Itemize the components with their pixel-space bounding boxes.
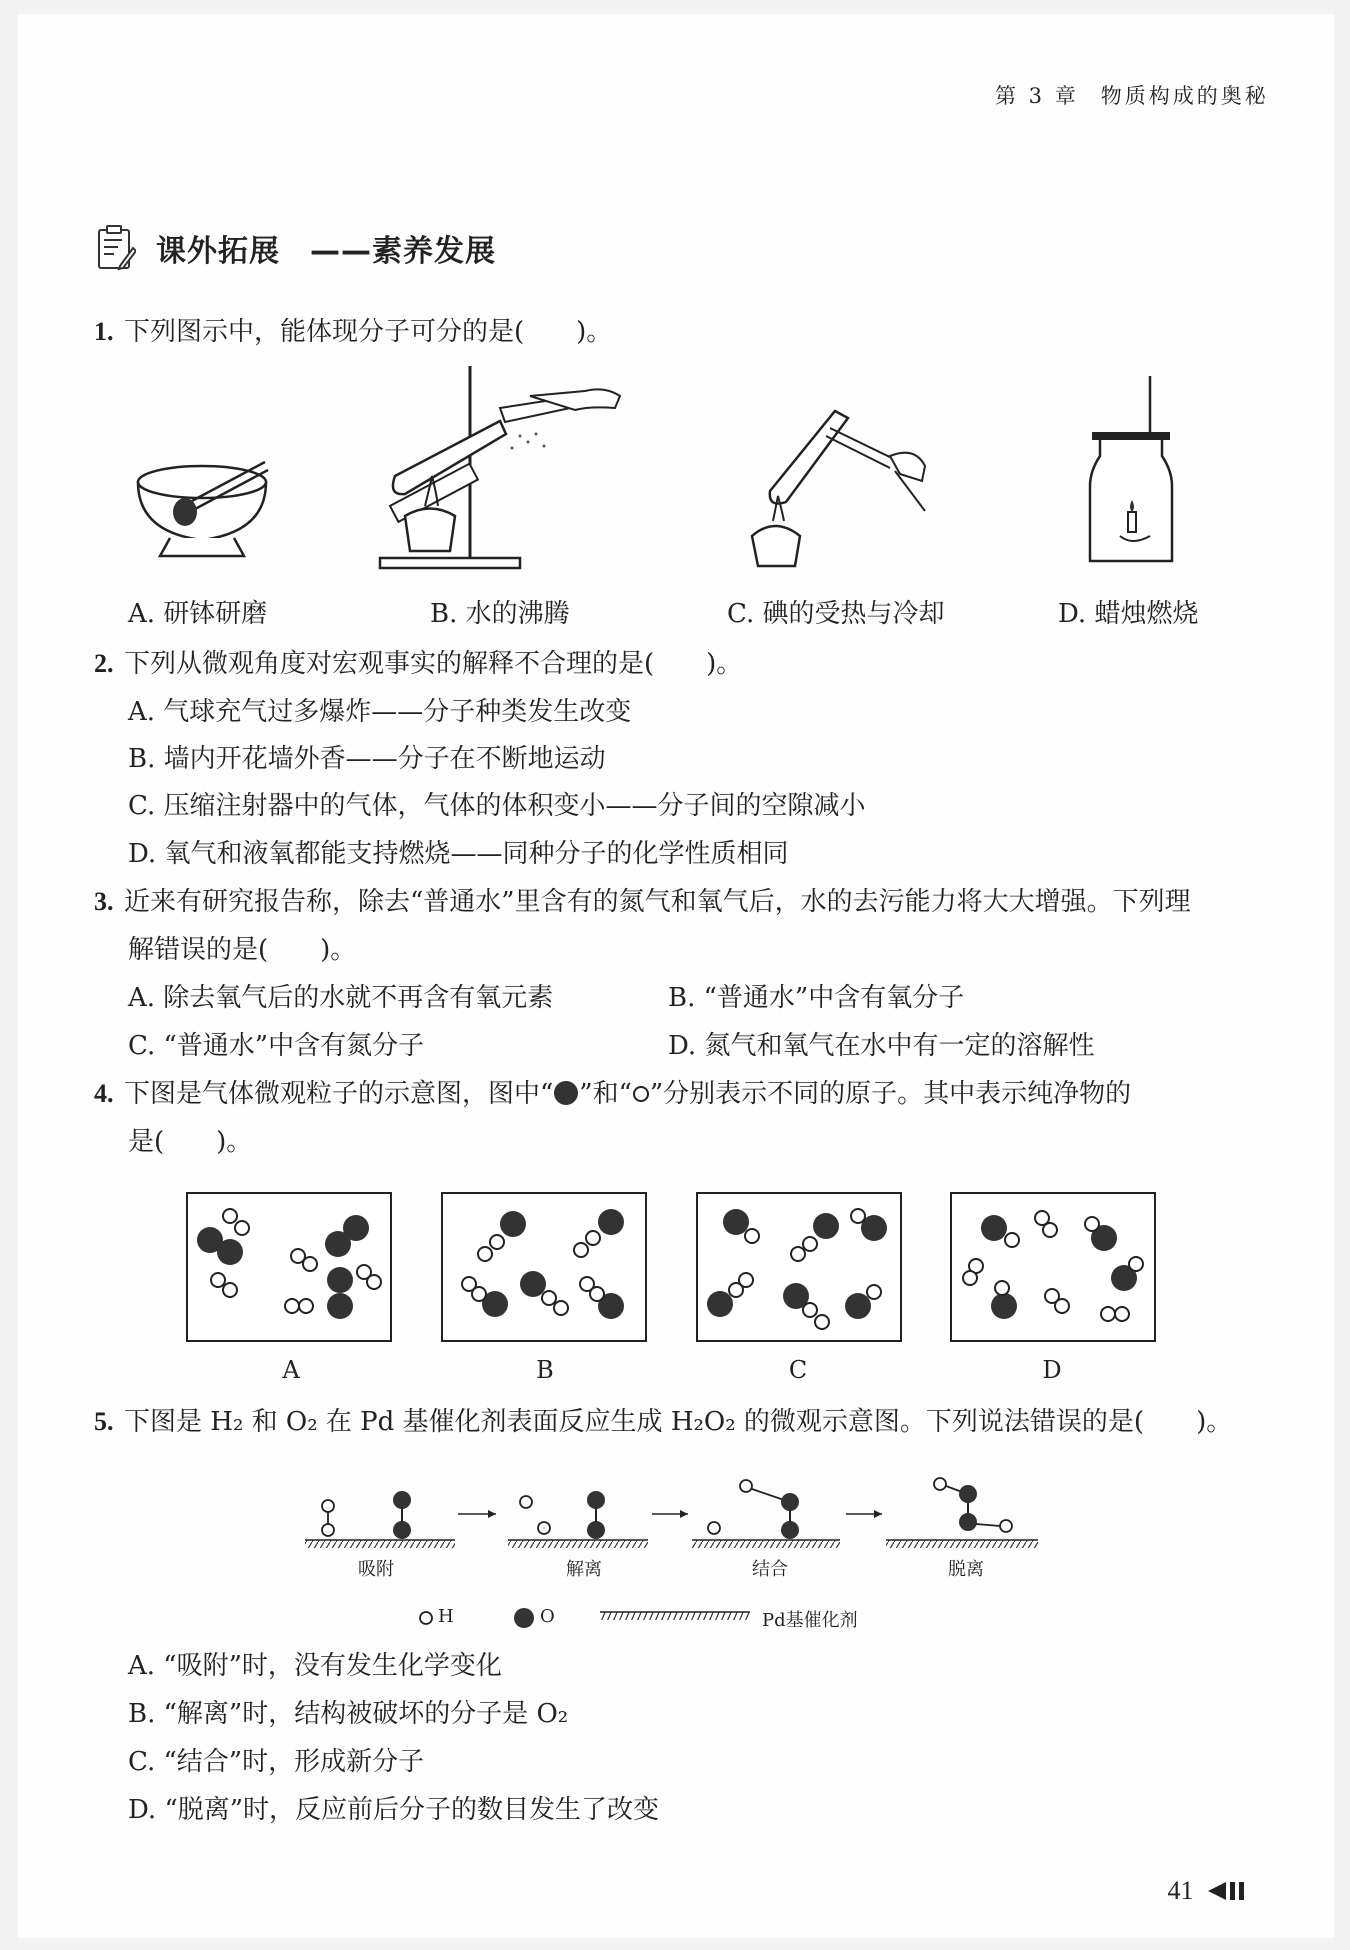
q2-option-b: B. 墙内开花墙外香——分子在不断地运动	[128, 744, 606, 774]
step-label-adsorption: 吸附	[358, 1559, 394, 1580]
candle-jar-illustration	[1088, 376, 1178, 571]
step-label-combination: 结合	[752, 1559, 788, 1580]
question-1	[94, 316, 612, 348]
question-stem: 下图是 H₂ 和 O₂ 在 Pd 基催化剂表面反应生成 H₂O₂ 的微观示意图。下列说法错误的是( )。	[124, 1407, 1233, 1437]
q3-option-a: A. 除去氧气后的水就不再含有氧元素	[128, 983, 554, 1013]
particle-label-a: A	[282, 1356, 300, 1384]
q5-option-b: B. “解离”时，结构被破坏的分子是 O₂	[128, 1699, 569, 1729]
legend-o: O	[540, 1606, 555, 1627]
running-header	[995, 80, 1269, 110]
question-2	[94, 648, 742, 680]
q1-option-a: A. 研钵研磨	[128, 599, 268, 629]
particle-diagram-c	[698, 1194, 900, 1340]
question-5	[94, 1406, 1232, 1438]
q1-option-b: B. 水的沸腾	[430, 599, 570, 629]
q2-option-c: C. 压缩注射器中的气体，气体的体积变小——分子间的空隙减小	[128, 791, 866, 821]
oxygen-legend-icon	[512, 1606, 536, 1630]
question-4	[94, 1078, 1131, 1110]
q5-option-d: D. “脱离”时，反应前后分子的数目发生了改变	[128, 1795, 660, 1825]
question-number: 4.	[94, 1079, 114, 1108]
question-number: 1.	[94, 317, 114, 346]
legend-h: H	[438, 1606, 454, 1627]
clipboard-pencil-icon	[96, 224, 136, 272]
question-3-stem-line2: 解错误的是( )。	[128, 935, 357, 965]
particle-diagram-b	[443, 1194, 645, 1340]
iodine-heating-illustration	[740, 396, 940, 571]
q3-option-c: C. “普通水”中含有氮分子	[128, 1031, 425, 1061]
page-marker-icon	[1206, 1880, 1252, 1902]
q5-option-c: C. “结合”时，形成新分子	[128, 1747, 425, 1777]
q3-option-b: B. “普通水”中含有氧分子	[668, 983, 965, 1013]
mortar-pestle-illustration	[130, 452, 275, 562]
black-atom-icon	[553, 1080, 579, 1106]
q1-option-d: D. 蜡烛燃烧	[1058, 599, 1199, 629]
q5-option-a: A. “吸附”时，没有发生化学变化	[128, 1651, 502, 1681]
particle-label-b: B	[536, 1356, 554, 1384]
particle-box-c	[696, 1192, 902, 1342]
catalyst-reaction-diagram	[300, 1462, 1050, 1568]
question-number: 3.	[94, 887, 114, 916]
section-subtitle: ——素养发展	[310, 234, 496, 269]
question-stem: 下列图示中，能体现分子可分的是( )。	[124, 317, 613, 347]
particle-diagram-d	[952, 1194, 1154, 1340]
particle-box-d	[950, 1192, 1156, 1342]
question-stem-part1: 下图是气体微观粒子的示意图，图中“	[124, 1079, 554, 1109]
question-stem-line1: 近来有研究报告称，除去“普通水”里含有的氮气和氧气后，水的去污能力将大大增强。下列理	[124, 887, 1191, 917]
step-label-desorption: 脱离	[948, 1559, 984, 1580]
question-stem-part3: ”分别表示不同的原子。其中表示纯净物的	[649, 1079, 1132, 1109]
particle-label-d: D	[1042, 1356, 1062, 1384]
page-number-block	[1168, 1876, 1253, 1906]
q1-option-c: C. 碘的受热与冷却	[727, 599, 945, 629]
q2-option-d: D. 氧气和液氧都能支持燃烧——同种分子的化学性质相同	[128, 839, 789, 869]
question-number: 2.	[94, 649, 114, 678]
question-4-stem-line2: 是( )。	[128, 1127, 253, 1157]
page-number: 41	[1167, 1876, 1194, 1905]
particle-box-a	[186, 1192, 392, 1342]
hydrogen-legend-icon	[418, 1610, 434, 1626]
white-atom-icon	[632, 1085, 650, 1103]
question-stem: 下列从微观角度对宏观事实的解释不合理的是( )。	[124, 649, 743, 679]
section-title	[156, 226, 496, 270]
particle-box-b	[441, 1192, 647, 1342]
catalyst-legend-icon	[600, 1610, 750, 1624]
q3-option-d: D. 氮气和氧气在水中有一定的溶解性	[668, 1031, 1095, 1061]
q2-option-a: A. 气球充气过多爆炸——分子种类发生改变	[128, 697, 632, 727]
boiling-water-illustration	[370, 366, 625, 576]
particle-label-c: C	[788, 1356, 808, 1384]
chapter-number: 第 3 章	[995, 84, 1079, 108]
question-stem-part2: ”和“	[579, 1079, 632, 1109]
chapter-title: 物质构成的奥秘	[1100, 84, 1269, 108]
question-number: 5.	[94, 1407, 114, 1436]
legend-pd: Pd基催化剂	[762, 1610, 858, 1631]
question-3	[94, 886, 1191, 918]
particle-diagram-a	[188, 1194, 390, 1340]
section-title-main: 课外拓展	[156, 234, 280, 269]
step-label-dissociation: 解离	[566, 1559, 602, 1580]
